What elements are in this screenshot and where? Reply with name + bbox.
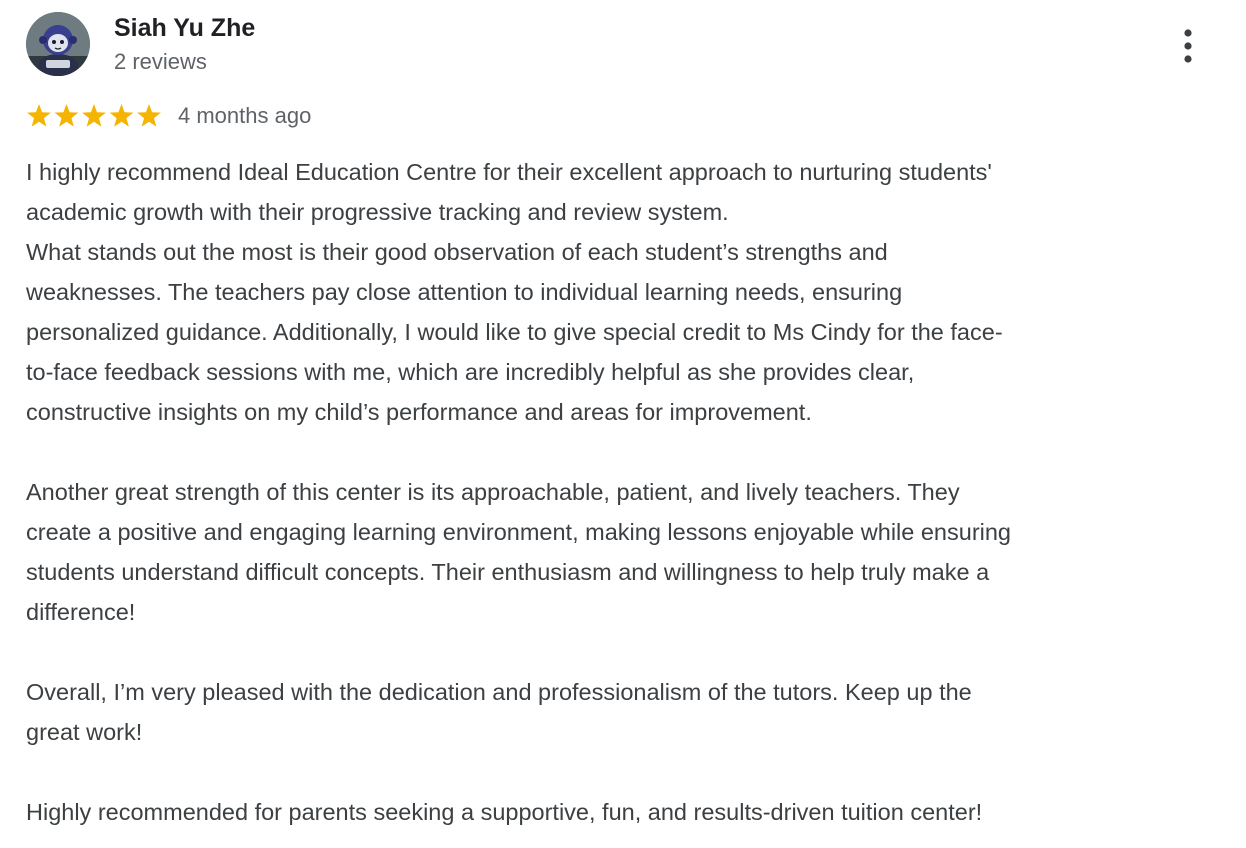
review-date: 4 months ago — [178, 103, 312, 128]
reviewer-name[interactable]: Siah Yu Zhe — [114, 14, 256, 42]
review-line: What stands out the most is their good observation of each student’s strengths and — [26, 239, 888, 265]
review-line: I highly recommend Ideal Education Centre for their excellent approach to nurturing students' — [26, 159, 992, 185]
review-line: Another great strength of this center is its approachable, patient, and lively teachers. They — [26, 479, 960, 505]
more-vert-icon — [1182, 28, 1194, 64]
rating-row — [26, 100, 311, 132]
cartoon-avatar-icon — [26, 12, 90, 76]
review-count[interactable]: 2 reviews — [114, 49, 207, 74]
review-line: Overall, I’m very pleased with the dedication and professionalism of the tutors. Keep up the — [26, 679, 972, 705]
more-options-button[interactable] — [1170, 24, 1206, 68]
review-line: create a positive and engaging learning environment, making lessons enjoyable while ensuring — [26, 519, 1012, 545]
star-rating — [26, 100, 162, 132]
review-line: weaknesses. The teachers pay close attention to individual learning needs, ensuring — [26, 279, 903, 305]
star-icon — [27, 104, 51, 127]
star-icon — [137, 104, 161, 127]
review-line: constructive insights on my child’s performance and areas for improvement. — [26, 399, 812, 425]
review-line: to-face feedback sessions with me, which are incredibly helpful as she provides clear, — [26, 359, 915, 385]
review-line: academic growth with their progressive tracking and review system. — [26, 199, 729, 225]
review-line: personalized guidance. Additionally, I would like to give special credit to Ms Cindy for the face- — [26, 319, 1003, 345]
review-line: great work! — [26, 719, 143, 745]
review-text — [26, 152, 1222, 828]
review-line: Highly recommended for parents seeking a supportive, fun, and results-driven tuition center! — [26, 799, 983, 825]
star-icon — [110, 104, 134, 127]
star-icon — [55, 104, 79, 127]
review-line: difference! — [26, 599, 136, 625]
review-line: students understand difficult concepts. Their enthusiasm and willingness to help truly make a — [26, 559, 990, 585]
avatar[interactable] — [26, 12, 90, 76]
star-icon — [82, 104, 106, 127]
